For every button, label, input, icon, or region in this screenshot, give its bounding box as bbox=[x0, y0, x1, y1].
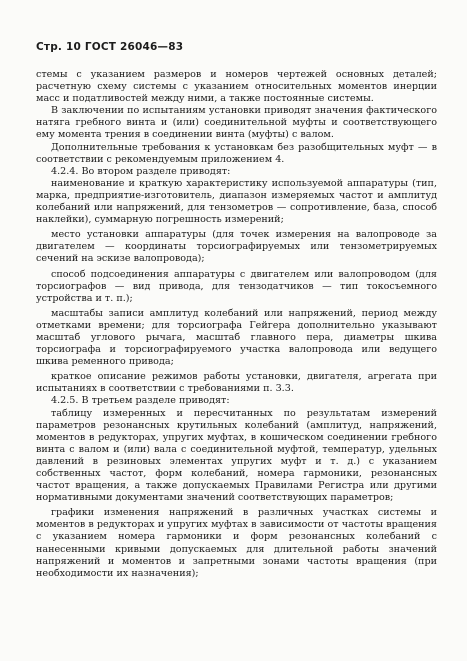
paragraph-stress-graphs: графики изменения напряжений в различных участках системы и моментов в редукторах и упругих муфтах в зависимости от частоты вращения с указанием номера гармоники и форм резонансных колебаний с нанесенными кривыми допускаемых для длительной работы значений напряжений и моментов и запретными зонами частоты вращения (при необходимости их назначения); bbox=[36, 507, 437, 579]
paragraph-operating-modes: краткое описание режимов работы установки, двигателя, агрегата при испытаниях в соответствии с требованиями п. 3.3. bbox=[36, 371, 437, 395]
paragraph-continuation: стемы с указанием размеров и номеров чертежей основных деталей; расчетную схему системы с указанием относительных моментов инерции масс и податливостей между ними, а также постоянные системы. bbox=[36, 69, 437, 105]
paragraph-conclusion: В заключении по испытаниям установки приводят значения фактического натяга гребного винта и (или) соединительной муфты и соответствующего ему момента трения в соединении винта (муфты) с валом. bbox=[36, 105, 437, 141]
page-header: Стр. 10 ГОСТ 26046—83 bbox=[36, 41, 184, 53]
paragraph-results-table: таблицу измеренных и пересчитанных по результатам измерений параметров резонансных крутильных колебаний (амплитуд, напряжений, моментов в редукторах, упругих муфтах, в кошическом соединении гребного винта с валом и (или) вала с соединительной муфтой, температур, удельных давлений в резиновых элементах упругих муфт и т. д.) с указанием собственных частот, форм колебаний, номера гармоники, резонансных частот вращения, а также допускаемых Правилами Регистра или другими нормативными документами значений соответствующих параметров; bbox=[36, 407, 437, 504]
paragraph-connection-method: способ подсоединения аппаратуры с двигателем или валопроводом (для торсиографов — вид привода, для тензодатчиков — тип токосъемного устройства и т. п.); bbox=[36, 268, 437, 304]
paragraph-equipment-location: место установки аппаратуры (для точек измерения на валопроводе за двигателем — координаты торсиографируемых или тензометрируемых сечений на эскизе валопровода); bbox=[36, 229, 437, 265]
paragraph-recording-scales: масштабы записи амплитуд колебаний или напряжений, период между отметками времени; для торсиографа Гейгера дополнительно указывают масштаб углового рычага, масштаб главного пера, диаметры шкива торсиографа и торсиографируемого участка валопровода или ведущего шкива ременного привода; bbox=[36, 307, 437, 368]
section-heading-4-2-4: 4.2.4. Во втором разделе приводят: bbox=[51, 165, 231, 177]
document-body bbox=[36, 69, 437, 580]
paragraph-equipment-characteristics: наименование и краткую характеристику используемой аппаратуры (тип, марка, предприятие-изготовитель, диапазон измеряемых частот и амплитуд колебаний или напряжений, для тензометров — сопротивление, база, способ наклейки), суммарную погрешность измерений; bbox=[36, 177, 437, 226]
section-heading-4-2-5: 4.2.5. В третьем разделе приводят: bbox=[51, 395, 230, 407]
paragraph-additional-requirements: Дополнительные требования к установкам без разобщительных муфт — в соответствии с рекомендуемым приложением 4. bbox=[36, 141, 437, 165]
